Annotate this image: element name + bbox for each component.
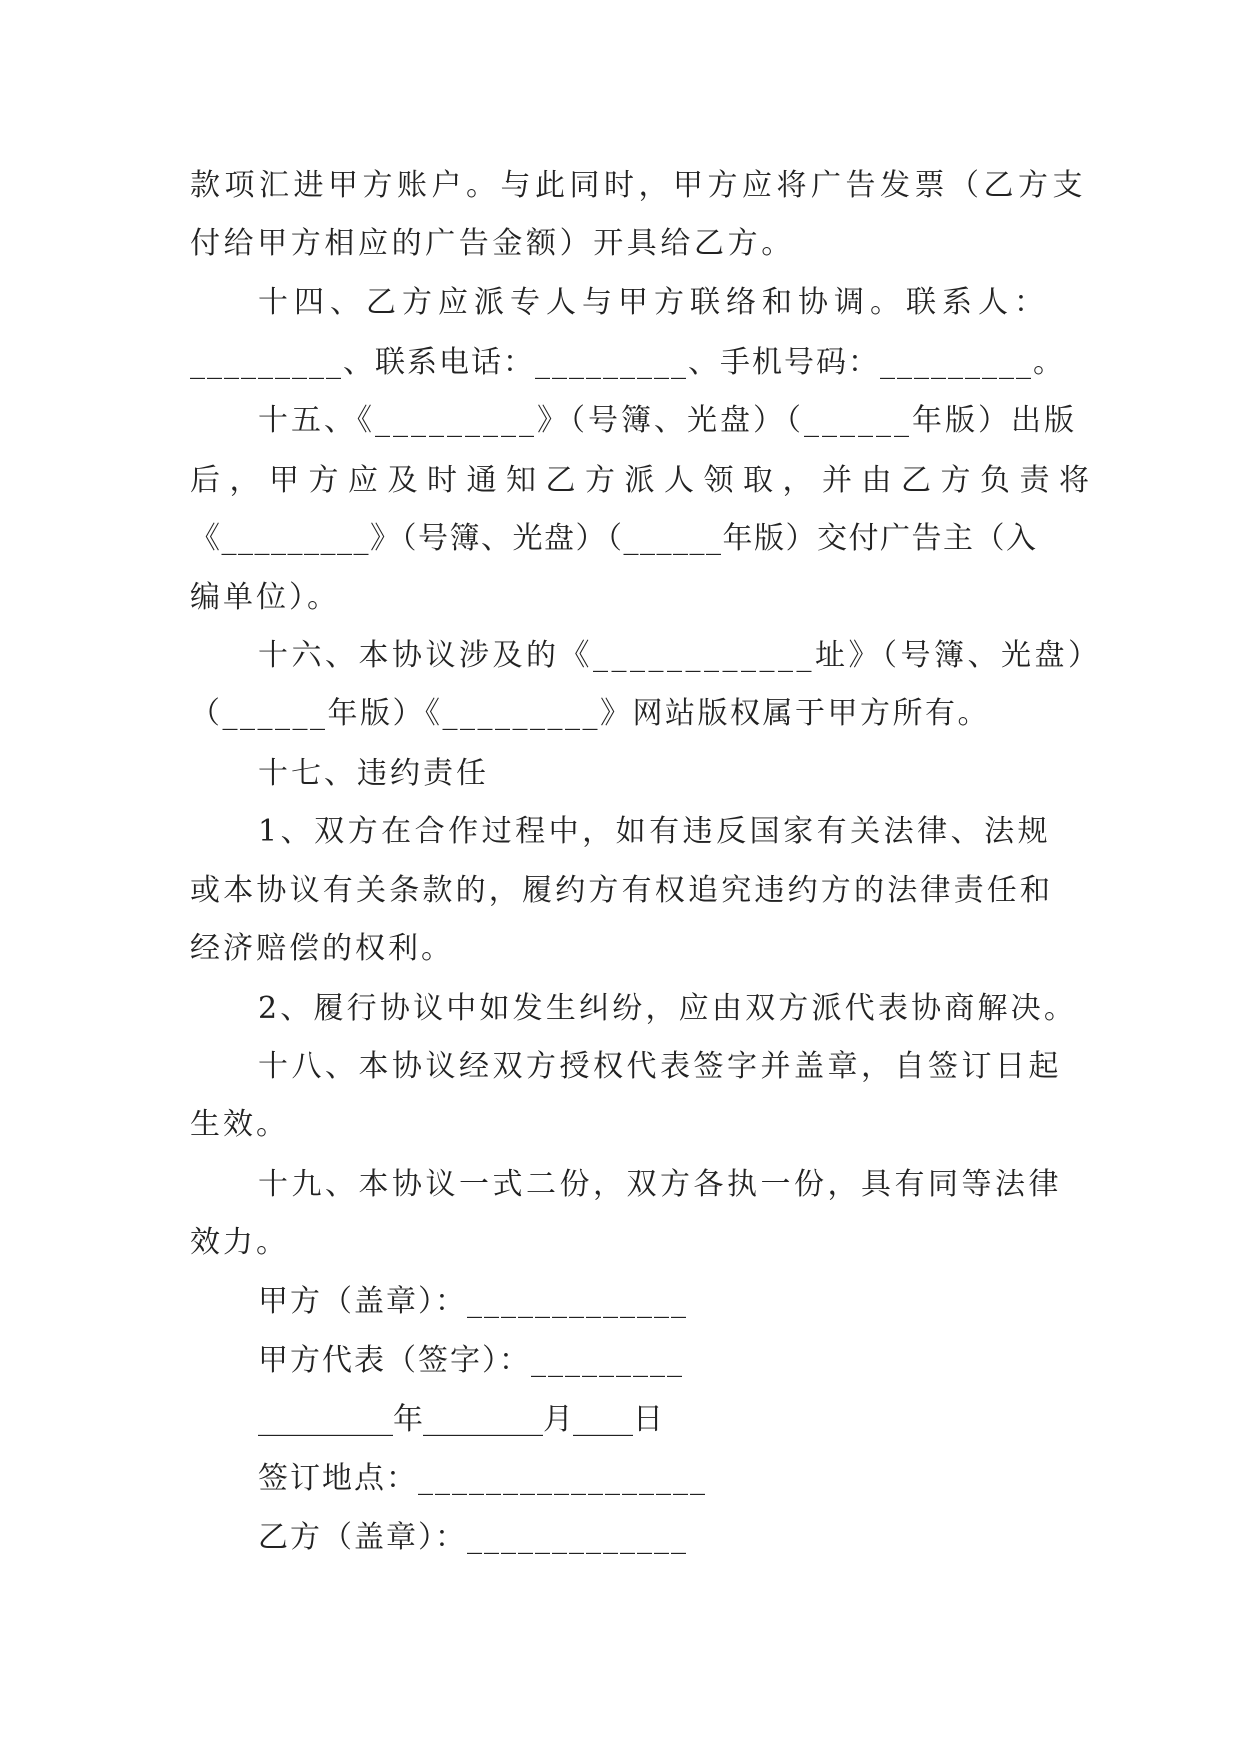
text-line: 款项汇进甲方账户。与此同时，甲方应将广告发票（乙方支: [190, 168, 1087, 203]
text-line: 或本协议有关条款的，履约方有权追究违约方的法律责任和: [190, 873, 1054, 908]
text-line: 后，甲方应及时通知乙方派人领取，并由乙方负责将: [190, 463, 1099, 498]
clause-17-heading: 十七、违约责任: [258, 756, 489, 791]
text-line: 效力。: [190, 1225, 289, 1260]
contact-fields-line: _________、联系电话：_________、手机号码：_________。: [190, 345, 1065, 380]
text-line: 编单位）。: [190, 580, 340, 615]
text-line: 付给甲方相应的广告金额）开具给乙方。: [190, 226, 795, 261]
text-line: 经济赔偿的权利。: [190, 931, 454, 966]
clause-19: 十九、本协议一式二份，双方各执一份，具有同等法律: [258, 1167, 1062, 1202]
party-a-seal-field: 甲方（盖章）：_____________: [258, 1284, 688, 1319]
clause-14: 十四、乙方应派专人与甲方联络和协调。联系人：: [258, 285, 1050, 320]
text-line: 生效。: [190, 1107, 289, 1142]
clause-16: 十六、本协议涉及的《____________址》（号簿、光盘）: [258, 638, 1102, 673]
text-line: 《_________》（号簿、光盘）（______年版）交付广告主（入: [190, 521, 1038, 556]
party-a-representative-field: 甲方代表（签字）：_________: [258, 1343, 684, 1378]
date-field: _________年________月____日: [258, 1402, 663, 1437]
party-b-seal-field: 乙方（盖章）：_____________: [258, 1520, 688, 1555]
clause-18: 十八、本协议经双方授权代表签字并盖章，自签订日起: [258, 1049, 1062, 1084]
clause-17-item-2: 2、履行协议中如发生纠纷，应由双方派代表协商解决。: [258, 991, 1078, 1026]
text-line: （______年版）《_________》网站版权属于甲方所有。: [190, 696, 990, 731]
clause-15: 十五、《_________》（号簿、光盘）（______年版）出版: [258, 403, 1077, 438]
signing-place-field: 签订地点：_________________: [258, 1461, 707, 1496]
clause-17-item-1: 1、双方在合作过程中，如有违反国家有关法律、法规: [258, 814, 1052, 849]
